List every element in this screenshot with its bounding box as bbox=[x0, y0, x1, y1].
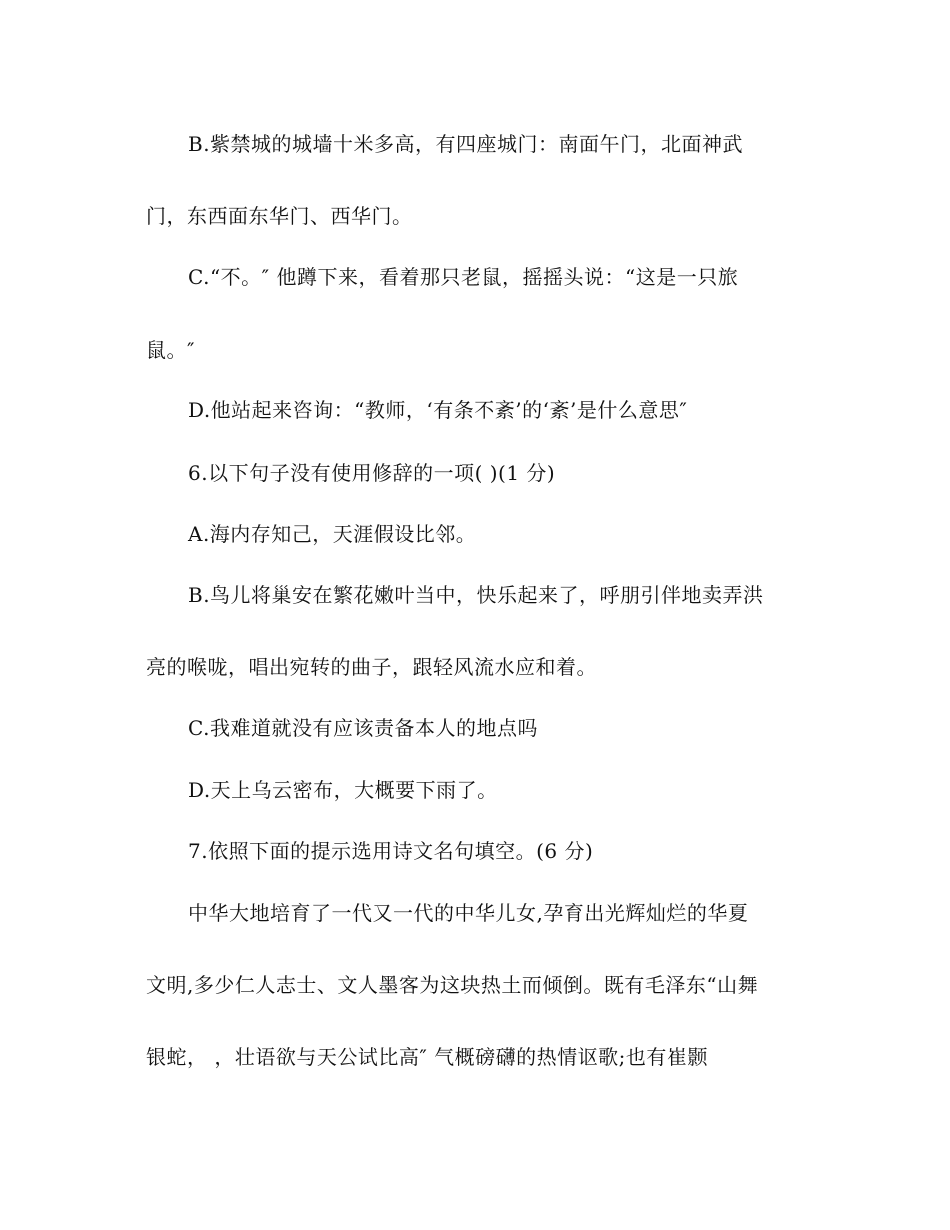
option-line: C.我难道就没有应该责备本人的地点吗 bbox=[188, 716, 538, 740]
option-line: 亮的喉咙，唱出宛转的曲子，跟轻风流水应和着。 bbox=[146, 655, 597, 679]
paragraph-line: D.他站起来咨询：“教师，‘有条不紊’的‘紊’是什么意思″ bbox=[188, 398, 688, 422]
question-line: 6.以下句子没有使用修辞的一项( )(1 分) bbox=[188, 461, 556, 485]
option-line: B.鸟儿将巢安在繁花嫩叶当中，快乐起来了，呼朋引伴地卖弄洪 bbox=[188, 583, 764, 607]
option-line: D.天上乌云密布，大概要下雨了。 bbox=[188, 778, 498, 802]
paragraph-line: C.“不。″ 他蹲下来，看着那只老鼠，摇摇头说：“这是一只旅 bbox=[188, 265, 739, 289]
paragraph-line: 中华大地培育了一代又一代的中华儿女,孕育出光辉灿烂的华夏 bbox=[188, 901, 749, 925]
question-line: 7.依照下面的提示选用诗文名句填空。(6 分) bbox=[188, 839, 594, 863]
paragraph-line: 银蛇， ，壮语欲与天公试比高″ 气概磅礴的热情讴歌;也有崔颢 bbox=[146, 1045, 708, 1069]
paragraph-line: 文明,多少仁人志士、文人墨客为这块热土而倾倒。既有毛泽东“山舞 bbox=[146, 973, 759, 997]
paragraph-line: B.紫禁城的城墙十米多高，有四座城门：南面午门，北面神武 bbox=[188, 132, 744, 156]
option-line: A.海内存知己，天涯假设比邻。 bbox=[188, 522, 477, 546]
paragraph-line: 鼠。″ bbox=[146, 338, 195, 362]
paragraph-line: 门，东西面东华门、西华门。 bbox=[146, 204, 413, 228]
